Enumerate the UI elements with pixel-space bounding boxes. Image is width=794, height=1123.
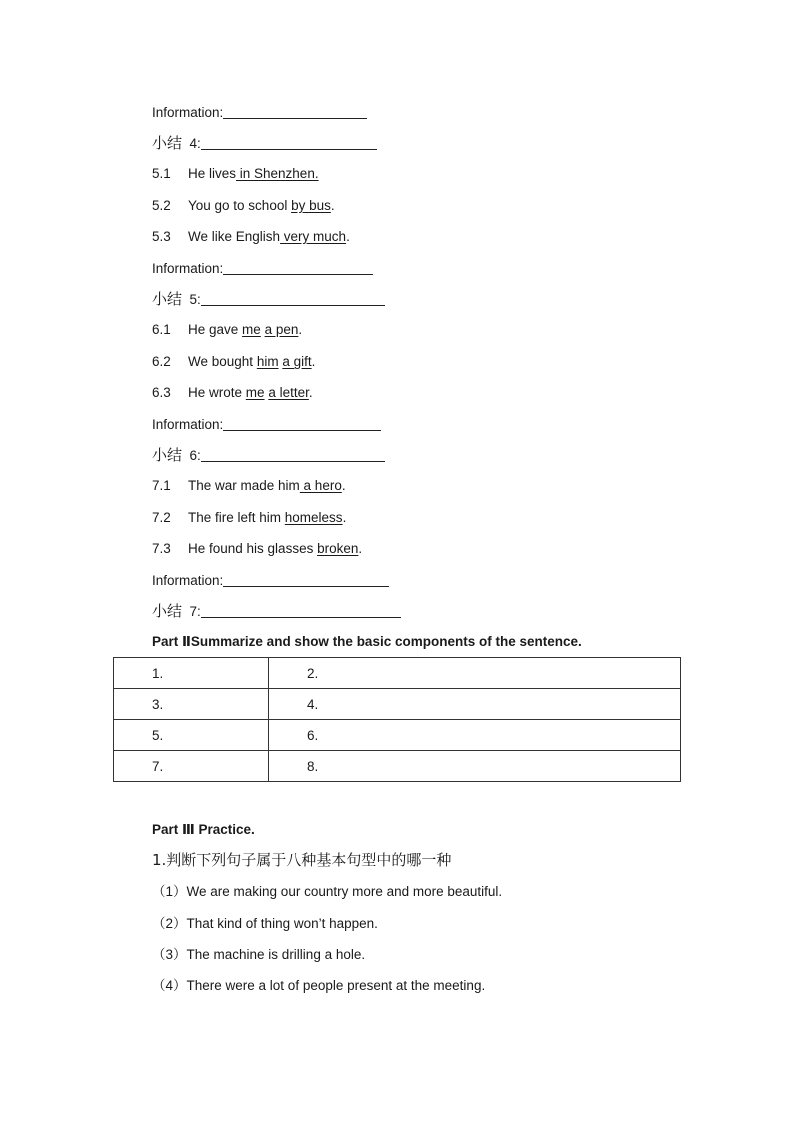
answer-blank[interactable]	[201, 290, 385, 306]
sentence-number: 5.1	[152, 166, 171, 181]
table-cell[interactable]: 4.	[269, 689, 681, 720]
sentence-number: 6.3	[152, 385, 171, 400]
underlined-phrase: in Shenzhen.	[236, 166, 319, 181]
sentence-number: 7.2	[152, 510, 171, 525]
item-text: There were a lot of people present at the meeting.	[186, 978, 486, 993]
underlined-phrase: broken	[317, 541, 359, 556]
sentence-end: .	[311, 354, 316, 369]
sentence-text: He lives	[188, 166, 237, 181]
information-label: Information:	[152, 417, 224, 432]
sentence-line	[152, 477, 346, 495]
item-number: （2）	[152, 916, 187, 931]
answer-blank[interactable]	[223, 259, 373, 275]
underlined-phrase: homeless	[284, 510, 343, 525]
sentence-text: You go to school	[188, 198, 292, 213]
item-text: The machine is drilling a hole.	[186, 947, 366, 962]
information-line	[152, 103, 367, 122]
information-label: Information:	[152, 573, 224, 588]
answer-blank[interactable]	[223, 415, 381, 431]
sentence-line	[152, 165, 319, 183]
summary-line	[152, 446, 385, 465]
summary-number: 6:	[189, 448, 201, 463]
sentence-text: He found his glasses	[188, 541, 318, 556]
sentence-end: .	[341, 478, 346, 493]
answer-blank[interactable]	[223, 571, 389, 587]
underlined-phrase: me	[245, 385, 265, 400]
table-row	[114, 751, 681, 782]
summary-line	[152, 602, 401, 621]
item-number: （1）	[152, 884, 187, 899]
summary-label: 小结	[152, 290, 183, 308]
sentence-line	[152, 353, 315, 371]
underlined-phrase: me	[242, 322, 261, 337]
table-cell[interactable]: 3.	[114, 689, 269, 720]
sentence-number: 7.1	[152, 478, 171, 493]
components-table	[113, 657, 681, 782]
item-number: （4）	[152, 978, 187, 993]
sentence-end: .	[308, 385, 313, 400]
information-line	[152, 571, 389, 590]
table-cell[interactable]: 2.	[269, 658, 681, 689]
underlined-phrase: a hero	[299, 478, 342, 493]
table-cell[interactable]: 1.	[114, 658, 269, 689]
table-row	[114, 689, 681, 720]
summary-label: 小结	[152, 602, 183, 620]
part3-title: Part Ⅲ Practice.	[152, 822, 255, 837]
sentence-line	[152, 540, 362, 558]
practice-item	[152, 883, 502, 901]
summary-number: 4:	[189, 136, 201, 151]
sentence-line	[152, 509, 346, 527]
practice-question: 1.判断下列句子属于八种基本句型中的哪一种	[152, 851, 452, 869]
sentence-number: 6.1	[152, 322, 171, 337]
summary-number: 5:	[189, 292, 201, 307]
summary-label: 小结	[152, 446, 183, 464]
sentence-text: The war made him	[188, 478, 300, 493]
underlined-phrase: very much	[280, 229, 347, 244]
summary-label: 小结	[152, 134, 183, 152]
sentence-text: The fire left him	[188, 510, 285, 525]
sentence-end: .	[358, 541, 363, 556]
table-cell[interactable]: 8.	[269, 751, 681, 782]
table-row	[114, 720, 681, 751]
answer-blank[interactable]	[223, 103, 367, 119]
underlined-phrase: a gift	[282, 354, 312, 369]
sentence-end: .	[346, 229, 350, 244]
practice-item	[152, 915, 378, 933]
sentence-line	[152, 321, 302, 339]
underlined-phrase: by bus	[291, 198, 331, 213]
sentence-text: We bought	[188, 354, 257, 369]
item-text: We are making our country more and more beautiful.	[186, 884, 503, 899]
practice-item	[152, 977, 485, 995]
answer-blank[interactable]	[201, 446, 385, 462]
underlined-phrase: a pen	[264, 322, 299, 337]
information-label: Information:	[152, 105, 224, 120]
sentence-text: He gave	[188, 322, 243, 337]
answer-blank[interactable]	[201, 134, 377, 150]
underlined-phrase: a letter	[268, 385, 309, 400]
table-cell[interactable]: 6.	[269, 720, 681, 751]
summary-line	[152, 290, 385, 309]
table-cell[interactable]: 7.	[114, 751, 269, 782]
sentence-number: 5.3	[152, 229, 171, 244]
item-number: （3）	[152, 947, 187, 962]
information-line	[152, 415, 381, 434]
sentence-text: He wrote	[188, 385, 246, 400]
sentence-number: 7.3	[152, 541, 171, 556]
item-text: That kind of thing won’t happen.	[186, 916, 378, 931]
table-cell[interactable]: 5.	[114, 720, 269, 751]
sentence-number: 6.2	[152, 354, 171, 369]
sentence-line	[152, 228, 350, 246]
practice-item	[152, 946, 365, 964]
information-line	[152, 259, 373, 278]
sentence-number: 5.2	[152, 198, 171, 213]
sentence-line	[152, 384, 313, 402]
sentence-line	[152, 197, 335, 215]
part2-title: Part ⅡSummarize and show the basic components of the sentence.	[152, 634, 582, 649]
sentence-end: .	[342, 510, 347, 525]
sentence-end: .	[330, 198, 335, 213]
sentence-text: We like English	[188, 229, 281, 244]
summary-number: 7:	[189, 604, 201, 619]
answer-blank[interactable]	[201, 602, 401, 618]
underlined-phrase: him	[256, 354, 279, 369]
table-row	[114, 658, 681, 689]
summary-line	[152, 134, 377, 153]
sentence-end: .	[298, 322, 303, 337]
information-label: Information:	[152, 261, 224, 276]
